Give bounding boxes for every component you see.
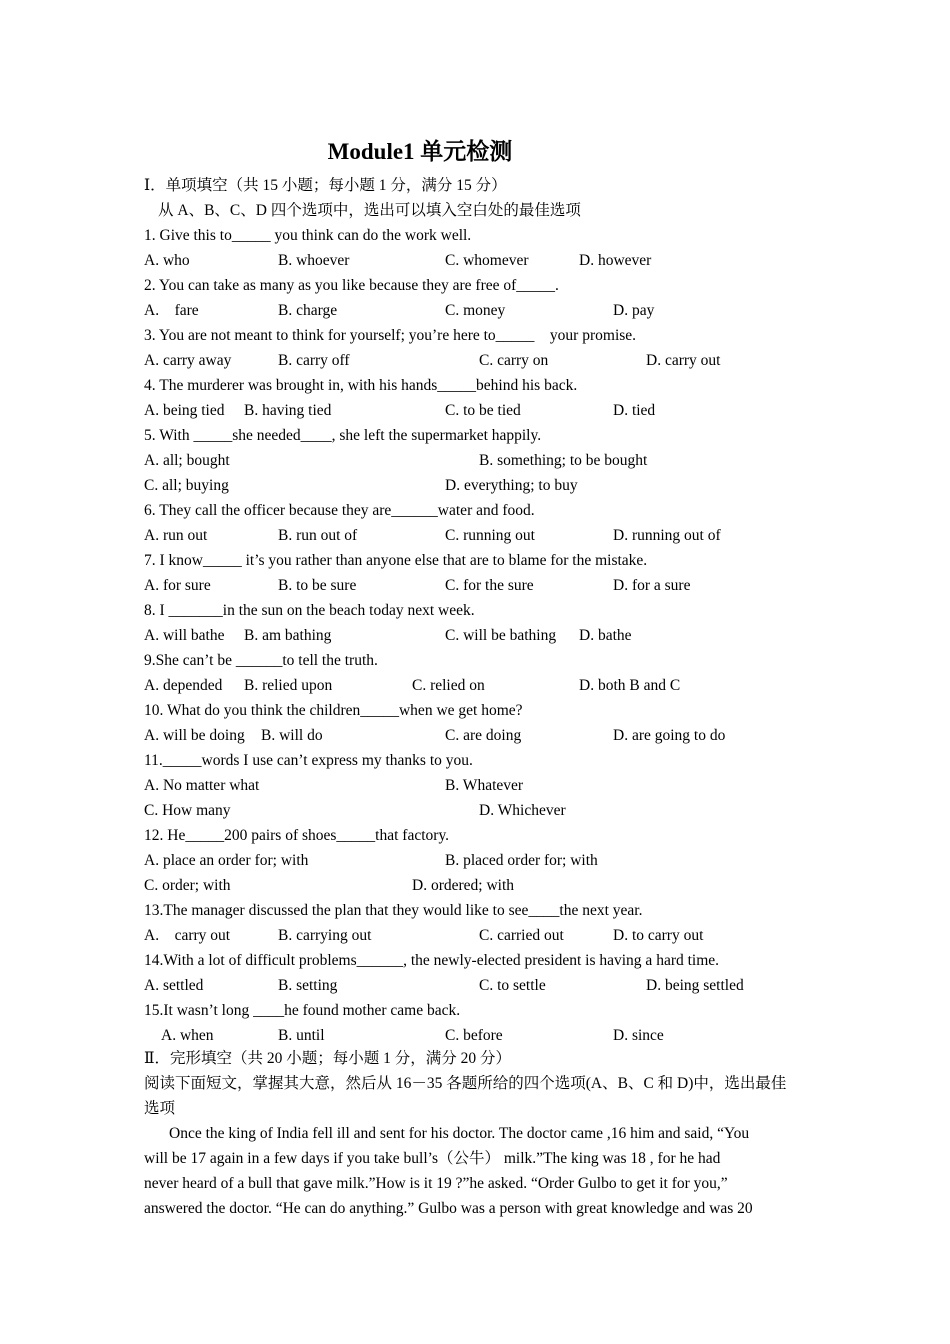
q7-option-d: D. for a sure [613, 577, 691, 594]
q12-option-a: A. place an order for; with [144, 852, 309, 869]
q6-option-d: D. running out of [613, 527, 721, 544]
q4-option-a: A. being tied [144, 402, 225, 419]
passage-line-3: never heard of a bull that gave milk.”How is it 19 ?”he asked. “Order Gulbo to get it for you,” [144, 1175, 728, 1192]
question-6: 6. They call the officer because they are______water and food. [144, 502, 535, 519]
q12-option-b: B. placed order for; with [445, 852, 598, 869]
q7-option-c: C. for the sure [445, 577, 534, 594]
q7-option-b: B. to be sure [278, 577, 357, 594]
question-10: 10. What do you think the children_____when we get home? [144, 702, 523, 719]
q10-option-b: B. will do [261, 727, 323, 744]
q3-option-a: A. carry away [144, 352, 232, 369]
q1-option-d: D. however [579, 252, 652, 269]
q2-option-a: A. fare [144, 302, 199, 319]
q12-option-c: C. order; with [144, 877, 231, 894]
q8-option-b: B. am bathing [244, 627, 332, 644]
q5-option-a: A. all; bought [144, 452, 230, 469]
q10-option-d: D. are going to do [613, 727, 726, 744]
q9-option-c: C. relied on [412, 677, 485, 694]
q4-option-c: C. to be tied [445, 402, 521, 419]
passage-line-4: answered the doctor. “He can do anything.” Gulbo was a person with great knowledge and was 20 [144, 1200, 753, 1217]
page-title: Module1 单元检测 [327, 139, 513, 164]
q9-option-a: A. depended [144, 677, 223, 694]
q14-option-d: D. being settled [646, 977, 744, 994]
q8-option-c: C. will be bathing [445, 627, 557, 644]
q8-option-a: A. will bathe [144, 627, 225, 644]
section2-instruction-line1: 阅读下面短文，掌握其大意，然后从 16－35 各题所给的四个选项(A、B、C 和 D)中，选出最佳 [144, 1075, 787, 1092]
q11-option-d: D. Whichever [479, 802, 566, 819]
q3-option-b: B. carry off [278, 352, 350, 369]
question-15: 15.It wasn’t long ____he found mother came back. [144, 1002, 461, 1019]
q11-option-b: B. Whatever [445, 777, 524, 794]
section2-instruction-line2: 选项 [144, 1100, 176, 1117]
q2-option-b: B. charge [278, 302, 338, 319]
q5-option-b: B. something; to be bought [479, 452, 648, 469]
q5-option-d: D. everything; to buy [445, 477, 578, 494]
q2-option-d: D. pay [613, 302, 655, 319]
q9-option-d: D. both B and C [579, 677, 681, 694]
passage-line-2: will be 17 again in a few days if you take bull’s（公牛） milk.”The king was 18 , for he had [144, 1150, 721, 1167]
q10-option-a: A. will be doing [144, 727, 245, 744]
q3-option-d: D. carry out [646, 352, 721, 369]
q6-option-a: A. run out [144, 527, 208, 544]
q5-option-c: C. all; buying [144, 477, 229, 494]
q4-option-d: D. tied [613, 402, 656, 419]
q1-option-c: C. whomever [445, 252, 529, 269]
question-13: 13.The manager discussed the plan that they would like to see____the next year. [144, 902, 643, 919]
q13-option-b: B. carrying out [278, 927, 372, 944]
question-12: 12. He_____200 pairs of shoes_____that factory. [144, 827, 450, 844]
section2-heading: Ⅱ．完形填空（共 20 小题；每小题 1 分，满分 20 分） [144, 1050, 512, 1067]
question-11: 11._____words I use can’t express my thanks to you. [144, 752, 473, 769]
q8-option-d: D. bathe [579, 627, 632, 644]
question-9: 9.She can’t be ______to tell the truth. [144, 652, 378, 669]
q15-option-a: A. when [161, 1027, 214, 1044]
q11-option-a: A. No matter what [144, 777, 260, 794]
q6-option-c: C. running out [445, 527, 535, 544]
passage-line-1: Once the king of India fell ill and sent for his doctor. The doctor came ,16 him and said, “You [169, 1125, 750, 1142]
question-2: 2. You can take as many as you like because they are free of_____. [144, 277, 559, 294]
q13-option-d: D. to carry out [613, 927, 704, 944]
q7-option-a: A. for sure [144, 577, 211, 594]
q2-option-c: C. money [445, 302, 506, 319]
q13-option-c: C. carried out [479, 927, 564, 944]
question-3: 3. You are not meant to think for yourself; you’re here to_____ your promise. [144, 327, 637, 344]
question-1: 1. Give this to_____ you think can do the work well. [144, 227, 472, 244]
q4-option-b: B. having tied [244, 402, 332, 419]
section1-heading: Ⅰ．单项填空（共 15 小题；每小题 1 分，满分 15 分） [144, 177, 507, 194]
q11-option-c: C. How many [144, 802, 231, 819]
q9-option-b: B. relied upon [244, 677, 333, 694]
question-14: 14.With a lot of difficult problems______, the newly-elected president is having a hard time. [144, 952, 720, 969]
q13-option-a: A. carry out [144, 927, 231, 944]
q14-option-a: A. settled [144, 977, 204, 994]
question-7: 7. I know_____ it’s you rather than anyone else that are to blame for the mistake. [144, 552, 648, 569]
question-8: 8. I _______in the sun on the beach today next week. [144, 602, 475, 619]
q14-option-b: B. setting [278, 977, 338, 994]
q1-option-a: A. who [144, 252, 190, 269]
q15-option-b: B. until [278, 1027, 325, 1044]
q14-option-c: C. to settle [479, 977, 546, 994]
question-5: 5. With _____she needed____, she left the supermarket happily. [144, 427, 542, 444]
q6-option-b: B. run out of [278, 527, 358, 544]
q15-option-d: D. since [613, 1027, 664, 1044]
q3-option-c: C. carry on [479, 352, 549, 369]
section1-instruction: 从 A、B、C、D 四个选项中，选出可以填入空白处的最佳选项 [158, 202, 581, 219]
question-4: 4. The murderer was brought in, with his hands_____behind his back. [144, 377, 578, 394]
q1-option-b: B. whoever [278, 252, 350, 269]
q12-option-d: D. ordered; with [412, 877, 515, 894]
q15-option-c: C. before [445, 1027, 503, 1044]
q10-option-c: C. are doing [445, 727, 522, 744]
